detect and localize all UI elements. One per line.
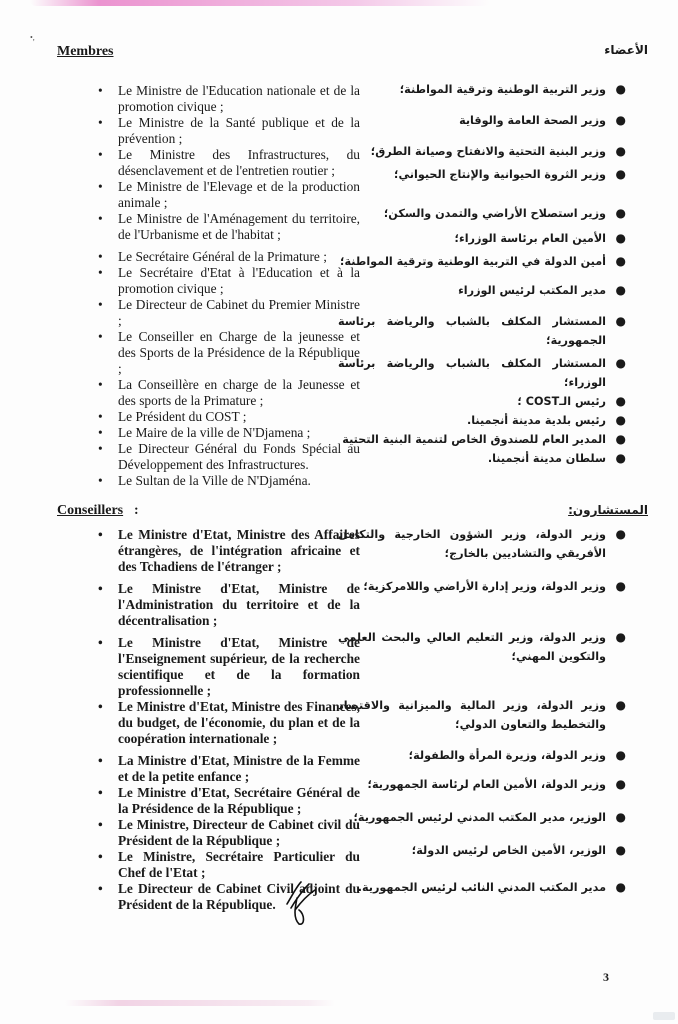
list-item: ● وزير الدولة، وزير المالية والميزانية والاقتصاد والتخطيط والتعاون الدولي؛ xyxy=(338,698,626,731)
list-item: • Le Ministre d'Etat, Ministre de l'Enseignement supérieur, de la recherche scientifique et de la formation professionnelle ; xyxy=(98,635,360,698)
list-item: ● وزير الدولة، الأمين العام لرئاسة الجمهورية؛ xyxy=(367,777,626,791)
list-item: • Le Secrétaire Général de la Primature ; xyxy=(98,249,327,264)
list-item: • Le Ministre d'Etat, Secrétaire Général de la Présidence de la République ; xyxy=(98,785,360,816)
list-item: • La Ministre d'Etat, Ministre de la Femme et de la petite enfance ; xyxy=(98,753,360,784)
list-item: • La Conseillère en charge de la Jeunesse et des sports de la Primature ; xyxy=(98,377,360,408)
list-item: • Le Directeur de Cabinet Civil adjoint du Président de la République. xyxy=(98,881,360,912)
scanner-watermark xyxy=(653,1012,675,1020)
members-heading-ar: الأعضاء xyxy=(604,43,648,57)
list-item: ● مدير المكتب لرئيس الوزراء xyxy=(458,283,626,297)
list-item: • Le Sultan de la Ville de N'Djaména. xyxy=(98,473,311,488)
members-list-ar xyxy=(338,80,628,468)
list-item: ● رئيس بلدية مدينة أنجمينا. xyxy=(466,413,626,427)
list-item: ● وزير الصحة العامة والوقاية xyxy=(459,113,626,127)
list-item: • Le Directeur de Cabinet du Premier Ministre ; xyxy=(98,297,360,328)
list-item: ● المستشار المكلف بالشباب والرياضة برئاسة الجمهورية؛ xyxy=(338,314,626,347)
signature-icon xyxy=(283,878,317,928)
list-item: • Le Ministre d'Etat, Ministre des Finances, du budget, de l'économie, du plan et de la coopération internationale ; xyxy=(98,699,360,746)
list-item: • Le Ministre de l'Elevage et de la production animale ; xyxy=(98,179,360,210)
list-item: ● رئيس الـCOST ؛ xyxy=(517,394,626,408)
list-item: ● المستشار المكلف بالشباب والرياضة برئاسة الوزراء؛ xyxy=(338,356,626,389)
scan-mark: •, xyxy=(30,33,35,42)
advisers-heading-fr: Conseillers xyxy=(57,503,124,518)
list-item: ● وزير الدولة، وزير إدارة الأراضي واللامركزية؛ xyxy=(363,579,626,593)
list-item: ● وزير الدولة، وزير التعليم العالي والبحث العلمي والتكوين المهني؛ xyxy=(338,630,626,663)
advisers-list-ar xyxy=(338,525,628,897)
list-item: ● وزير استصلاح الأراضي والتمدن والسكن؛ xyxy=(383,206,626,220)
list-item: • Le Ministre, Directeur de Cabinet civil du Président de la République ; xyxy=(98,817,360,848)
list-item: • Le Directeur Général du Fonds Spécial au Développement des Infrastructures. xyxy=(98,441,360,472)
scan-artifact-bottom xyxy=(65,1000,335,1006)
advisers-list-fr xyxy=(96,527,360,913)
advisers-heading-ar: المستشارون: xyxy=(568,503,648,517)
scan-artifact-top xyxy=(30,0,490,6)
members-list-fr xyxy=(96,83,360,489)
list-item: • Le Président du COST ; xyxy=(98,409,247,424)
list-item: • Le Ministre d'Etat, Ministre des Affaires étrangères, de l'intégration africaine et des Tchadiens de l'étranger ; xyxy=(98,527,360,574)
list-item: ● مدير المكتب المدني النائب لرئيس الجمهورية. xyxy=(357,880,626,894)
list-item: ● الوزير، مدير المكتب المدني لرئيس الجمهورية؛ xyxy=(353,810,626,824)
list-item: ● وزير الدولة، وزيرة المرأة والطفولة؛ xyxy=(408,748,626,762)
list-item: ● الأمين العام برئاسة الوزراء؛ xyxy=(454,231,626,245)
list-item: ● أمين الدولة في التربية الوطنية وترقية المواطنة؛ xyxy=(339,254,626,268)
advisers-heading-colon: : xyxy=(134,503,139,518)
list-item: ● وزير الثروة الحيوانية والإنتاج الحيواني؛ xyxy=(394,167,626,181)
list-item: • Le Ministre d'Etat, Ministre de l'Administration du territoire et de la décentralisation ; xyxy=(98,581,360,628)
list-item: • Le Secrétaire d'Etat à l'Education et à la promotion civique ; xyxy=(98,265,360,296)
list-item: ● وزير التربية الوطنية وترقية المواطنة؛ xyxy=(399,82,626,96)
list-item: • Le Ministre des Infrastructures, du désenclavement et de l'entretien routier ; xyxy=(98,147,360,178)
list-item: • Le Ministre de la Santé publique et de la prévention ; xyxy=(98,115,360,146)
list-item: • Le Ministre de l'Education nationale et de la promotion civique ; xyxy=(98,83,360,114)
list-item: • Le Ministre de l'Aménagement du territoire, de l'Urbanisme et de l'habitat ; xyxy=(98,211,360,242)
list-item: ● الوزير، الأمين الخاص لرئيس الدولة؛ xyxy=(411,843,626,857)
page-number: 3 xyxy=(603,970,609,984)
list-item: ● سلطان مدينة أنجمينا. xyxy=(487,451,626,465)
list-item: ● المدير العام للصندوق الخاص لتنمية البنية التحتية xyxy=(342,432,626,446)
list-item: ● وزير الدولة، وزير الشؤون الخارجية والتكامل الأفريقي والتشاديين بالخارج؛ xyxy=(338,527,626,560)
list-item: ● وزير البنية التحتية والانفتاح وصيانة الطرق؛ xyxy=(370,144,626,158)
list-item: • Le Ministre, Secrétaire Particulier du Chef de l'Etat ; xyxy=(98,849,360,880)
members-heading-fr: Membres xyxy=(57,44,114,59)
list-item: • Le Conseiller en Charge de la jeunesse et des Sports de la Présidence de la République ; xyxy=(98,329,360,376)
list-item: • Le Maire de la ville de N'Djamena ; xyxy=(98,425,311,440)
